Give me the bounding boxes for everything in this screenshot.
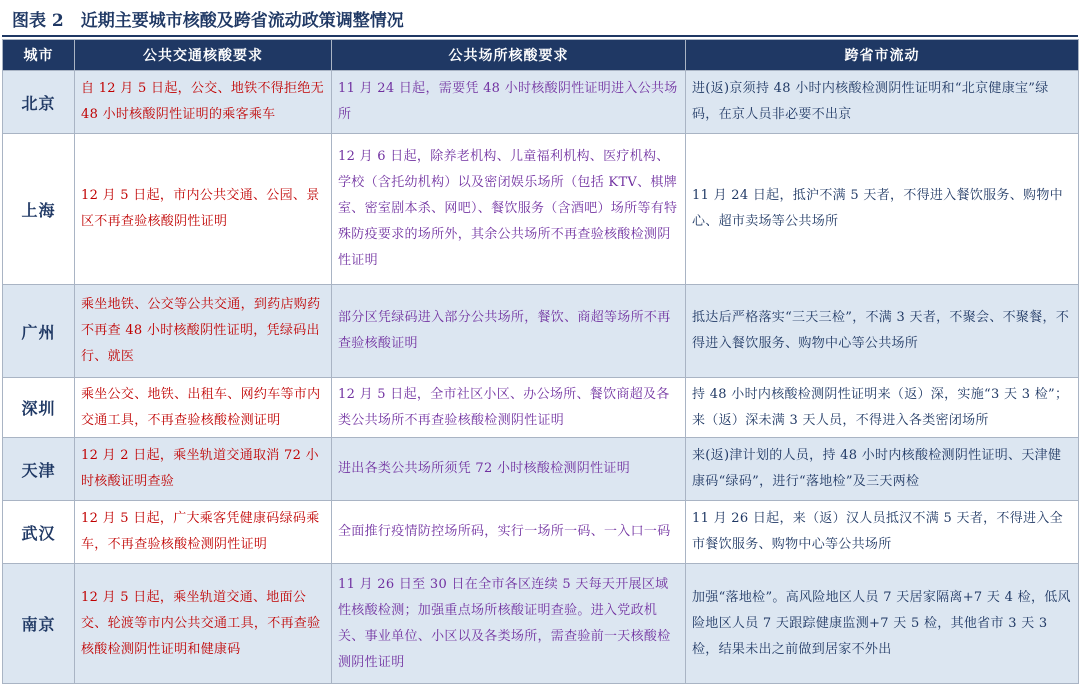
table-row: [3, 134, 1079, 285]
venue-cell: 全面推行疫情防控场所码，实行一场所一码、一入口一码: [332, 501, 686, 564]
city-cell: 天津: [3, 438, 75, 501]
cross-cell: 加强“落地检”。高风险地区人员 7 天居家隔离+7 天 4 检，低风险地区人员 7 天跟踪健康监测+7 天 5 检，其他省市 3 天 3 检，结果未出之前做到居家不外出: [686, 564, 1079, 684]
venue-cell: 进出各类公共场所须凭 72 小时核酸检测阴性证明: [332, 438, 686, 501]
cross-cell: 来(返)津计划的人员，持 48 小时内核酸检测阴性证明、天津健康码“绿码”，进行“落地检”及三天两检: [686, 438, 1079, 501]
cross-cell: 持 48 小时内核酸检测阴性证明来（返）深，实施“3 天 3 检”；来（返）深未满 3 天人员，不得进入各类密闭场所: [686, 378, 1079, 438]
city-cell: 北京: [3, 71, 75, 134]
cross-cell: 11 月 24 日起，抵沪不满 5 天者，不得进入餐饮服务、购物中心、超市卖场等公共场所: [686, 134, 1079, 285]
transit-cell: 自 12 月 5 日起，公交、地铁不得拒绝无 48 小时核酸阴性证明的乘客乘车: [75, 71, 332, 134]
city-cell: 上海: [3, 134, 75, 285]
table-row: [3, 378, 1079, 438]
title-divider: [2, 35, 1078, 37]
cross-cell: 进(返)京须持 48 小时内核酸检测阴性证明和“北京健康宝”绿码，在京人员非必要不出京: [686, 71, 1079, 134]
venue-cell: 12 月 5 日起，全市社区小区、办公场所、餐饮商超及各类公共场所不再查验核酸检测阴性证明: [332, 378, 686, 438]
venue-cell: 12 月 6 日起，除养老机构、儿童福利机构、医疗机构、学校（含托幼机构）以及密闭娱乐场所（包括 KTV、棋牌室、密室剧本杀、网吧）、餐饮服务（含酒吧）场所等有特殊防疫要求的场所外，其余公共场所不再查验核酸检测阴性证明: [332, 134, 686, 285]
venue-cell: 11 月 24 日起，需要凭 48 小时核酸阴性证明进入公共场所: [332, 71, 686, 134]
table-row: [3, 501, 1079, 564]
city-cell: 深圳: [3, 378, 75, 438]
cross-cell: 11 月 26 日起，来（返）汉人员抵汉不满 5 天者，不得进入全市餐饮服务、购物中心等公共场所: [686, 501, 1079, 564]
city-cell: 南京: [3, 564, 75, 684]
transit-cell: 12 月 2 日起，乘坐轨道交通取消 72 小时核酸证明查验: [75, 438, 332, 501]
table-row: [3, 71, 1079, 134]
transit-cell: 12 月 5 日起，市内公共交通、公园、景区不再查验核酸阴性证明: [75, 134, 332, 285]
col-header-venue: 公共场所核酸要求: [332, 40, 686, 71]
table-row: [3, 564, 1079, 684]
city-cell: 武汉: [3, 501, 75, 564]
col-header-cross: 跨省市流动: [686, 40, 1079, 71]
col-header-city: 城市: [3, 40, 75, 71]
header-row: [3, 40, 1079, 71]
table-row: [3, 438, 1079, 501]
cross-cell: 抵达后严格落实“三天三检”，不满 3 天者，不聚会、不聚餐，不得进入餐饮服务、购物中心等公共场所: [686, 285, 1079, 378]
venue-cell: 11 月 26 日至 30 日在全市各区连续 5 天每天开展区域性核酸检测；加强重点场所核酸证明查验。进入党政机关、事业单位、小区以及各类场所，需查验前一天核酸检测阴性证明: [332, 564, 686, 684]
transit-cell: 12 月 5 日起，乘坐轨道交通、地面公交、轮渡等市内公共交通工具，不再查验核酸检测阴性证明和健康码: [75, 564, 332, 684]
table-row: [3, 285, 1079, 378]
figure-title: 图表 2 近期主要城市核酸及跨省流动政策调整情况: [12, 11, 404, 31]
venue-cell: 部分区凭绿码进入部分公共场所，餐饮、商超等场所不再查验核酸证明: [332, 285, 686, 378]
transit-cell: 乘坐地铁、公交等公共交通，到药店购药不再查 48 小时核酸阴性证明，凭绿码出行、就医: [75, 285, 332, 378]
transit-cell: 乘坐公交、地铁、出租车、网约车等市内交通工具，不再查验核酸检测证明: [75, 378, 332, 438]
transit-cell: 12 月 5 日起，广大乘客凭健康码绿码乘车，不再查验核酸检测阴性证明: [75, 501, 332, 564]
col-header-transit: 公共交通核酸要求: [75, 40, 332, 71]
policy-table: [2, 39, 1079, 684]
city-cell: 广州: [3, 285, 75, 378]
